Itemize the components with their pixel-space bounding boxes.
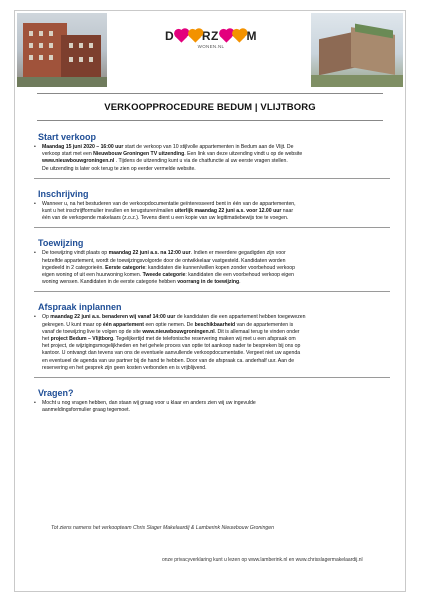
text-line xyxy=(42,250,390,257)
bullet-text xyxy=(42,201,390,223)
bold-text: Nieuwbouw Groningen TV uitzending xyxy=(93,151,185,158)
text-line xyxy=(42,329,390,336)
text-line xyxy=(42,258,390,265)
text-line xyxy=(42,208,390,215)
bullet-icon: • xyxy=(34,144,36,150)
text-run: het project, de wijzigingsmogelijkheden en het gehele proces van optie tot aankoop nader te bespreken bij ons op xyxy=(42,343,301,350)
signoff-text: Tot ziens namens het verkoopteam Chris Slager Makelaardij & Lamberink Nieuwbouw Groningen xyxy=(51,525,274,531)
logo-subtitle: WONEN.NL xyxy=(197,44,225,49)
text-line xyxy=(42,350,390,357)
logo-letter-d: D xyxy=(165,29,175,43)
text-run: verkoop start met een xyxy=(42,151,94,158)
bullet-text xyxy=(42,144,390,173)
text-run: één van de verkopende makelaars (z.o.z.). Tevens dient u een kopie van uw legitimatiebewijs toe te voegen. xyxy=(42,215,289,222)
text-line xyxy=(42,322,390,329)
section xyxy=(34,302,390,378)
bullet-icon: • xyxy=(34,250,36,257)
text-run: . Tegelijkertijd met de telefonische reservering maken wij met u een afspraak om xyxy=(113,336,296,343)
bold-text: beschikbaarheid xyxy=(194,321,236,328)
text-run: . Een link van deze uitzending vindt u op de website xyxy=(184,151,303,158)
text-line xyxy=(42,151,390,158)
heart-icon xyxy=(220,30,232,42)
text-run: : kandidaten die kunnen/willen kopen zonder voorbehoud verkoop xyxy=(145,264,295,271)
text-run: aanmeldingsformulier graag tegemoet. xyxy=(42,407,131,414)
bullet-text xyxy=(42,314,390,372)
text-line xyxy=(42,407,390,414)
text-line xyxy=(42,336,390,343)
text-run: en eventueel de agenda van uw partner bij de hand te hebben. Door van de afspraak ca. anderhalf uur. Aan de xyxy=(42,357,295,364)
section-title: Vragen? xyxy=(38,388,74,399)
bold-text: maandag 22 juni a.s. benaderen wij vanaf 14:00 uur xyxy=(50,314,176,321)
document-page xyxy=(14,10,406,592)
bold-text: voorrang in de toewijzing xyxy=(177,279,240,286)
text-run: van de appartementen is xyxy=(235,321,294,328)
doorzaam-logo xyxy=(165,29,257,63)
bullet-item xyxy=(34,144,390,173)
text-line xyxy=(42,265,390,272)
bullet-item xyxy=(34,250,390,286)
heart-icon xyxy=(175,30,187,42)
text-run: . Dit is allemaal terug te vinden onder xyxy=(214,328,300,335)
text-run: . Tijdens de uitzending kunt u via de chatfunctie al uw eerste vragen stellen. xyxy=(114,158,288,165)
text-run: vanaf de toewijzing live te volgen op de site xyxy=(42,328,143,335)
section xyxy=(34,388,390,419)
title-bar xyxy=(37,93,383,121)
bullet-text xyxy=(42,250,390,286)
bullet-icon: • xyxy=(34,200,36,207)
bold-text: uiterlijk maandag 22 juni a.s. voor 12.00 uur xyxy=(174,208,282,215)
text-run: de kandidaten die een appartement hebben toegewezen xyxy=(175,314,306,321)
section xyxy=(34,189,390,229)
bold-text: www.nieuwbouwgroningen.nl xyxy=(42,158,115,165)
section xyxy=(34,132,390,179)
heart-icon xyxy=(233,30,245,42)
text-line xyxy=(42,279,390,286)
text-run: eigen woning of uit een huurwoning komen. xyxy=(42,272,143,279)
text-run: kunt u het inschrijfformulier invullen en terugsturen/mailen xyxy=(42,208,175,215)
text-run: een optie nemen. De xyxy=(144,321,195,328)
text-run: Wanneer u, na het bestuderen van de verkoopdocumentatie geïnteresseerd bent in één van de appartementen, xyxy=(42,200,296,207)
text-line xyxy=(42,158,390,165)
text-line xyxy=(42,144,390,151)
page-title: VERKOOPPROCEDURE BEDUM | VLIJTBORG xyxy=(104,101,316,113)
text-run: hetzelfde appartement, wordt de toewijzingsvolgorde door de ontwikkelaar vastgesteld. Kandidaten worden xyxy=(42,257,286,264)
section xyxy=(34,238,390,292)
text-line xyxy=(42,314,390,321)
text-line xyxy=(42,272,390,279)
text-line xyxy=(42,400,390,407)
sections xyxy=(34,132,390,429)
privacy-note: onze privacyverklaring kunt u lezen op www.lamberink.nl en www.chrisslagermakelaardij.nl xyxy=(162,557,363,563)
section-title: Inschrijving xyxy=(38,188,89,199)
bullet-icon: • xyxy=(34,400,36,407)
bold-text: www.nieuwbouwgroningen.nl xyxy=(142,328,215,335)
text-run: gekregen. U kunt maar op xyxy=(42,321,103,328)
text-run: woning wensen. Kandidaten in de eerste categorie hebben xyxy=(42,279,178,286)
text-run: : kandidaten die een voorbehoud verkoop eigen xyxy=(185,272,294,279)
building-render-right xyxy=(311,13,403,87)
logo-letter-m: M xyxy=(246,29,257,43)
text-run: De toewijzing vindt plaats op xyxy=(42,250,109,257)
section-title: Afspraak inplannen xyxy=(38,302,122,313)
text-line xyxy=(42,343,390,350)
text-run: kantoor. U ontvangt dan tevens van ons de eventuele aanvullende verkoopdocumentatie. Vergeet niet uw agenda xyxy=(42,350,301,357)
text-line xyxy=(42,215,390,222)
text-run: reservering en het gesprek zijn geen kosten verbonden en is vrijblijvend. xyxy=(42,364,207,371)
bold-text: Maandag 15 juni 2020 – 16:00 uur xyxy=(42,144,124,150)
text-run: ingedeeld in 2 categorieën. xyxy=(42,264,106,271)
text-run: . xyxy=(239,279,241,286)
text-run: het xyxy=(42,336,51,343)
text-run: naar xyxy=(281,208,294,215)
section-title: Toewijzing xyxy=(38,238,84,249)
bullet-text xyxy=(42,400,390,414)
bold-text: maandag 22 juni a.s. na 12:00 uur xyxy=(108,250,191,257)
bold-text: Tweede categorie xyxy=(142,272,186,279)
bullet-item xyxy=(34,314,390,372)
section-title: Start verkoop xyxy=(38,132,97,142)
text-line xyxy=(42,201,390,208)
logo-letters-rz: RZ xyxy=(201,29,219,43)
text-run: start de verkoop van 10 stijlvolle appartementen in Bedum aan de Vlijt. De xyxy=(123,144,294,150)
bullet-icon: • xyxy=(34,314,36,321)
building-photo-left xyxy=(17,13,107,87)
text-run: . Indien er meerdere gegadigden zijn voor xyxy=(190,250,286,257)
bold-text: Eerste categorie xyxy=(105,264,146,271)
text-line xyxy=(42,365,390,372)
text-run: Mocht u nog vragen hebben, dan staan wij graag voor u klaar en anders zien wij uw ingevulde xyxy=(42,400,256,407)
text-line xyxy=(42,358,390,365)
bold-text: één appartement xyxy=(102,321,145,328)
text-line xyxy=(42,166,390,173)
bullet-item xyxy=(34,400,390,414)
heart-icon xyxy=(189,30,201,42)
bullet-item xyxy=(34,201,390,223)
bold-text: project Bedum – Vlijtborg xyxy=(50,336,114,343)
text-run: Op xyxy=(42,314,51,321)
text-run: De uitzending is later ook terug te zien op eerder vermelde website. xyxy=(42,165,196,172)
